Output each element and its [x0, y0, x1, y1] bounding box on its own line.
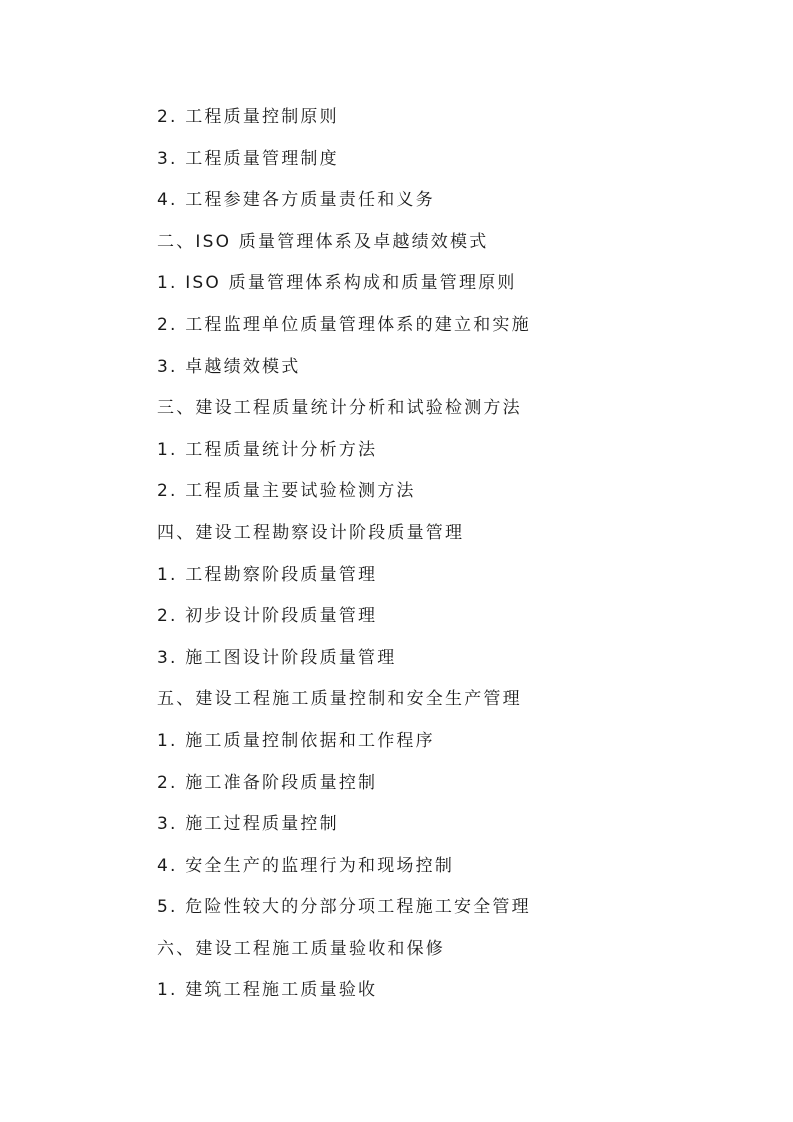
outline-line: 2. 初步设计阶段质量管理: [157, 606, 378, 627]
section-heading: 二、ISO 质量管理体系及卓越绩效模式: [157, 231, 489, 252]
outline-line: 1. ISO 质量管理体系构成和质量管理原则: [157, 273, 517, 294]
section-heading: 四、建设工程勘察设计阶段质量管理: [157, 522, 465, 543]
outline-line: 1. 建筑工程施工质量验收: [157, 980, 378, 1001]
outline-line: 3. 施工图设计阶段质量管理: [157, 647, 397, 668]
outline-line: 1. 施工质量控制依据和工作程序: [157, 730, 435, 751]
outline-line: 3. 施工过程质量控制: [157, 814, 339, 835]
outline-line: 2. 工程质量控制原则: [157, 107, 339, 127]
outline-line: 1. 工程勘察阶段质量管理: [157, 564, 378, 585]
section-heading: 五、建设工程施工质量控制和安全生产管理: [157, 689, 522, 710]
section-heading: 三、建设工程质量统计分析和试验检测方法: [157, 398, 522, 419]
outline-line: 1. 工程质量统计分析方法: [157, 439, 378, 460]
outline-line: 2. 工程监理单位质量管理体系的建立和实施: [157, 314, 531, 335]
outline-line: 4. 工程参建各方质量责任和义务: [157, 190, 435, 211]
outline-line: 2. 工程质量主要试验检测方法: [157, 481, 416, 502]
outline-list: [157, 104, 531, 1019]
outline-line: 5. 危险性较大的分部分项工程施工安全管理: [157, 897, 531, 918]
outline-line: 3. 卓越绩效模式: [157, 356, 301, 377]
outline-line: 2. 施工准备阶段质量控制: [157, 772, 378, 793]
outline-line: 4. 安全生产的监理行为和现场控制: [157, 855, 455, 876]
section-heading: 六、建设工程施工质量验收和保修: [157, 938, 445, 959]
outline-line: 3. 工程质量管理制度: [157, 148, 339, 169]
